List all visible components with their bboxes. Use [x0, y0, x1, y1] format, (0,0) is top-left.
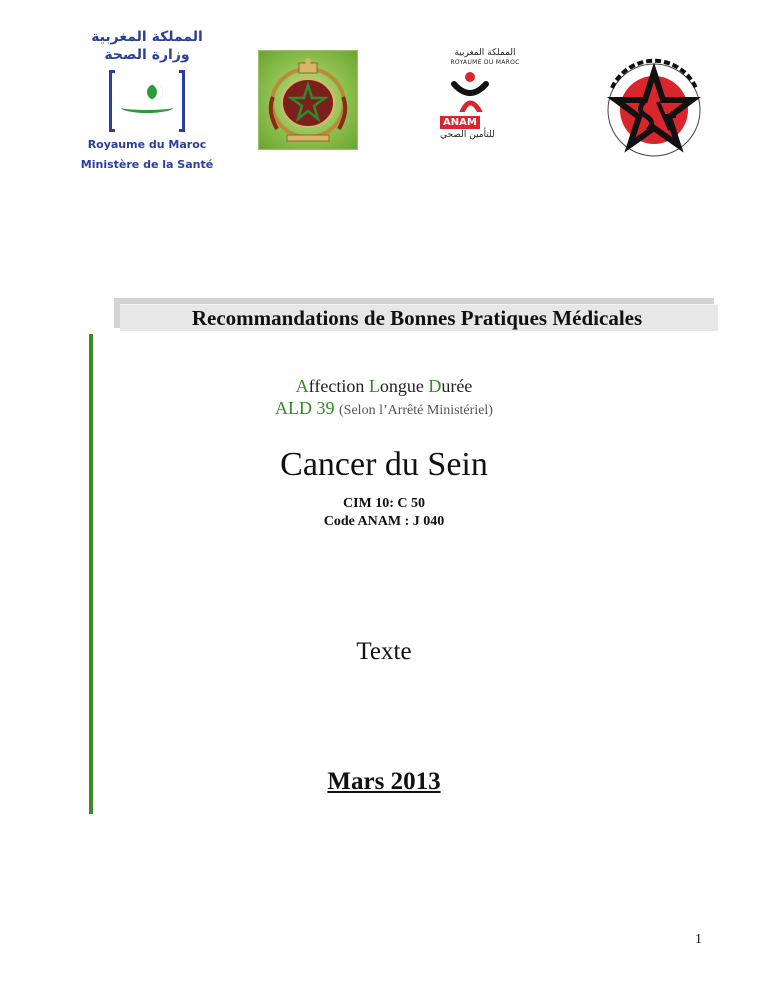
- document-title: Recommandations de Bonnes Pratiques Médicales: [191, 306, 643, 330]
- ald-note: (Selon l’Arrêté Ministériel): [339, 403, 493, 418]
- anam-royaume-label: ROYAUME DU MAROC: [450, 59, 520, 66]
- ald-initial-l: L: [368, 376, 380, 396]
- document-type: Texte: [356, 638, 412, 665]
- ministry-arabic-line1: المملكة المغربية: [91, 29, 203, 45]
- anam-arabic-bottom: للتأمين الصحي: [440, 130, 495, 140]
- page-number: 1: [695, 932, 702, 947]
- ald-word-duree: urée: [441, 376, 473, 396]
- title-banner: [114, 298, 720, 334]
- anam-code: Code ANAM : J 040: [323, 514, 445, 529]
- ald-word-longue: ongue: [379, 376, 429, 396]
- ministry-emblem-icon: [109, 70, 185, 132]
- anam-arabic-top: المملكة المغربية: [454, 48, 516, 58]
- ald-initial-a: A: [295, 376, 309, 396]
- royal-crest-icon: [259, 51, 357, 149]
- ministry-french-line1: Royaume du Maroc: [87, 138, 207, 151]
- anam-logo: [440, 48, 530, 148]
- disease-title: Cancer du Sein: [280, 446, 488, 483]
- ministry-french-line2: Ministère de la Santé: [80, 158, 214, 171]
- ald-initial-d: D: [428, 376, 442, 396]
- ald-full-name: [0, 376, 768, 397]
- anam-figure-icon: [440, 68, 530, 112]
- royal-emblem-logo: [258, 50, 358, 150]
- publication-date: Mars 2013: [327, 768, 441, 795]
- ministry-of-health-logo: [72, 28, 222, 178]
- anam-name-label: ANAM: [440, 116, 480, 129]
- ald-code-line: [0, 398, 768, 419]
- ald-code: ALD 39: [275, 398, 335, 418]
- ministry-arabic-line2: وزارة الصحة: [104, 47, 190, 63]
- cim-code: CIM 10: C 50: [342, 496, 426, 511]
- medical-society-logo: [592, 44, 716, 168]
- ald-word-affection: ffection: [308, 376, 369, 396]
- society-star-seal-icon: [592, 44, 716, 168]
